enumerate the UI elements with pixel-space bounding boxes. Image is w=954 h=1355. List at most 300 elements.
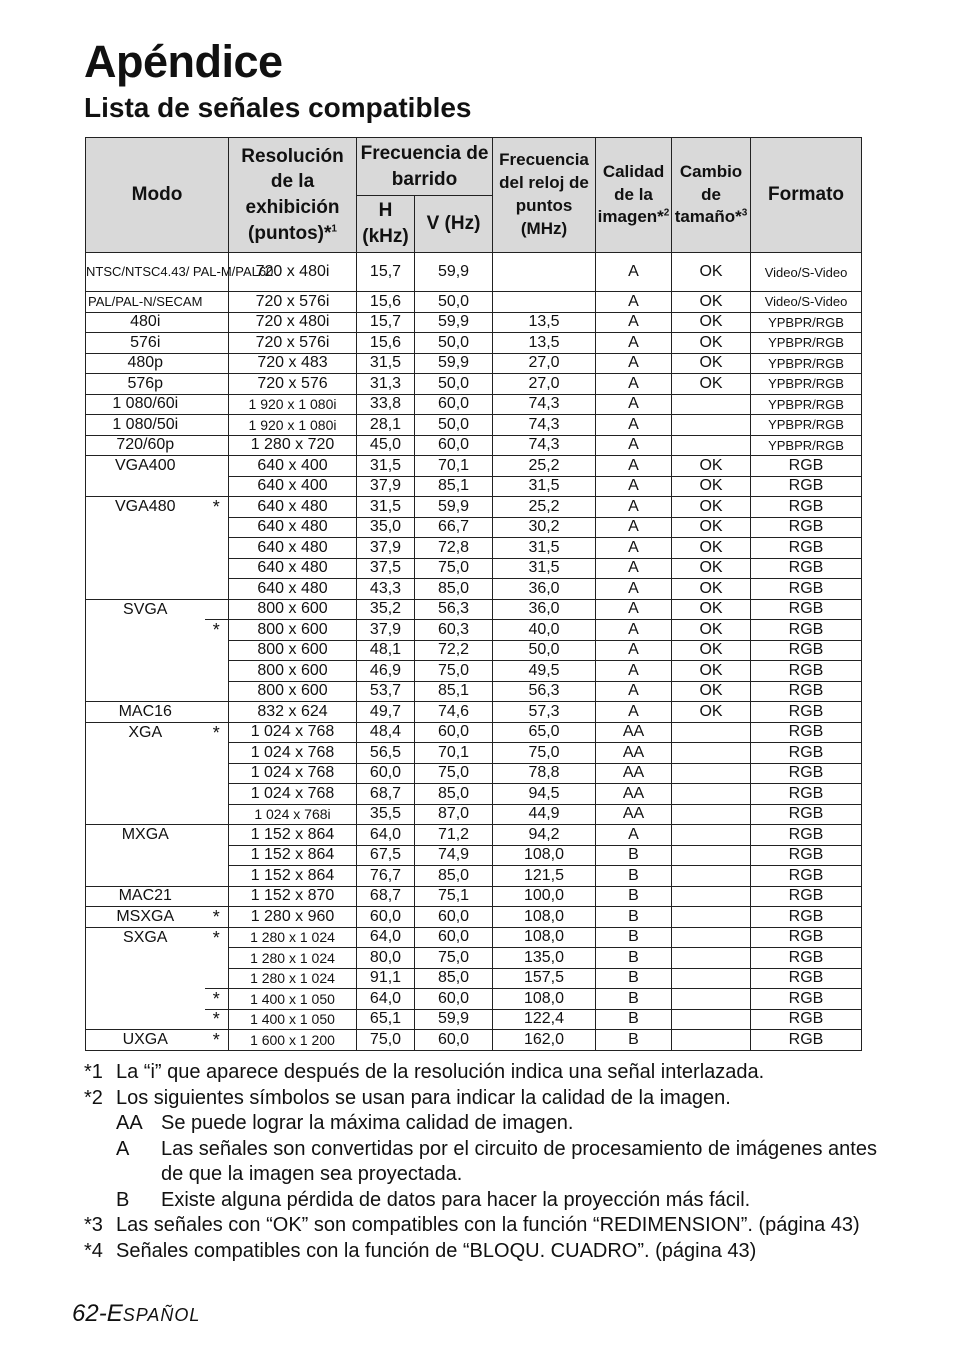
cell-fmt: RGB — [751, 743, 862, 764]
cell-star — [205, 517, 229, 538]
cell-ok: OK — [672, 681, 751, 702]
cell-ok: OK — [672, 661, 751, 682]
cell-v: 75,1 — [415, 886, 493, 907]
cell-h: 65,1 — [357, 1009, 415, 1030]
cell-star: * — [205, 1009, 229, 1030]
cell-mode: VGA400 — [86, 456, 205, 477]
cell-v: 85,0 — [415, 968, 493, 989]
cell-clk: 31,5 — [493, 538, 596, 559]
note-2-aa: AA Se puede lograr la máxima calidad de imagen. — [116, 1112, 574, 1134]
cell-h: 33,8 — [357, 394, 415, 415]
cell-q: B — [596, 927, 672, 948]
cell-ok: OK — [672, 579, 751, 600]
cell-clk: 100,0 — [493, 886, 596, 907]
cell-h: 37,9 — [357, 538, 415, 559]
cell-clk: 13,5 — [493, 312, 596, 333]
cell-clk: 135,0 — [493, 948, 596, 969]
cell-h: 49,7 — [357, 702, 415, 723]
cell-star — [205, 763, 229, 784]
cell-clk: 122,4 — [493, 1009, 596, 1030]
cell-ok: OK — [672, 538, 751, 559]
cell-v: 60,0 — [415, 435, 493, 456]
cell-fmt: RGB — [751, 722, 862, 743]
note-2-a: A Las señales son convertidas por el circuito de procesamiento de imágenes antes de que la imagen sea proyectada. — [116, 1137, 877, 1185]
table-row — [86, 866, 862, 887]
cell-res: 1 280 x 720 — [229, 435, 357, 456]
table-row — [86, 620, 862, 641]
cell-q: AA — [596, 763, 672, 784]
cell-fmt: RGB — [751, 948, 862, 969]
cell-res: 1 024 x 768 — [229, 784, 357, 805]
cell-v: 75,0 — [415, 763, 493, 784]
cell-clk: 157,5 — [493, 968, 596, 989]
cell-h: 91,1 — [357, 968, 415, 989]
cell-h: 37,9 — [357, 476, 415, 497]
cell-star: * — [205, 989, 229, 1010]
cell-fmt: RGB — [751, 989, 862, 1010]
cell-clk: 94,5 — [493, 784, 596, 805]
cell-v: 59,9 — [415, 1009, 493, 1030]
cell-h: 45,0 — [357, 435, 415, 456]
header-resolucion: Resolución de la exhibición (puntos)*$^1$ — [229, 138, 357, 253]
cell-ok — [672, 948, 751, 969]
cell-q: A — [596, 517, 672, 538]
cell-fmt: RGB — [751, 620, 862, 641]
page-title: Apéndice — [84, 36, 283, 87]
cell-h: 31,5 — [357, 497, 415, 518]
cell-mode — [86, 784, 205, 805]
cell-q: A — [596, 312, 672, 333]
cell-star: * — [205, 907, 229, 928]
cell-res: 1 920 x 1 080i — [229, 415, 357, 436]
cell-q: A — [596, 292, 672, 313]
cell-clk: 108,0 — [493, 927, 596, 948]
cell-q: B — [596, 886, 672, 907]
table-row — [86, 558, 862, 579]
cell-star: * — [205, 722, 229, 743]
cell-mode — [86, 763, 205, 784]
signal-table-body — [86, 253, 862, 1051]
cell-h: 37,9 — [357, 620, 415, 641]
cell-mode: SVGA — [86, 599, 205, 620]
header-v: V (Hz) — [415, 196, 493, 253]
cell-clk: 25,2 — [493, 456, 596, 477]
table-row — [86, 1030, 862, 1051]
cell-mode — [86, 579, 205, 600]
cell-res: 1 920 x 1 080i — [229, 394, 357, 415]
cell-mode: VGA480 — [86, 497, 205, 518]
cell-q: AA — [596, 743, 672, 764]
cell-star — [205, 353, 229, 374]
footnotes — [84, 1060, 884, 1264]
cell-clk: 65,0 — [493, 722, 596, 743]
cell-star — [205, 825, 229, 846]
cell-clk: 74,3 — [493, 435, 596, 456]
cell-res: 640 x 480 — [229, 497, 357, 518]
cell-ok: OK — [672, 620, 751, 641]
cell-q: A — [596, 661, 672, 682]
cell-star — [205, 456, 229, 477]
cell-mode: 720/60p — [86, 435, 205, 456]
cell-v: 60,0 — [415, 927, 493, 948]
cell-mode: MXGA — [86, 825, 205, 846]
cell-fmt: RGB — [751, 845, 862, 866]
cell-v: 75,0 — [415, 948, 493, 969]
cell-q: A — [596, 476, 672, 497]
cell-v: 85,0 — [415, 784, 493, 805]
cell-q: AA — [596, 784, 672, 805]
cell-fmt: RGB — [751, 1009, 862, 1030]
cell-q: A — [596, 415, 672, 436]
cell-fmt: Video/S-Video — [751, 253, 862, 292]
cell-v: 60,3 — [415, 620, 493, 641]
cell-fmt: RGB — [751, 886, 862, 907]
cell-h: 43,3 — [357, 579, 415, 600]
cell-q: B — [596, 948, 672, 969]
cell-q: A — [596, 374, 672, 395]
cell-res: 720 x 576i — [229, 333, 357, 354]
cell-star — [205, 374, 229, 395]
cell-q: A — [596, 681, 672, 702]
cell-mode: SXGA — [86, 927, 205, 948]
cell-star — [205, 661, 229, 682]
table-row — [86, 681, 862, 702]
cell-clk: 56,3 — [493, 681, 596, 702]
table-row — [86, 1009, 862, 1030]
header-cambio: Cambio de tamaño*$^3$ — [672, 138, 751, 253]
cell-star — [205, 948, 229, 969]
cell-clk: 74,3 — [493, 394, 596, 415]
cell-v: 87,0 — [415, 804, 493, 825]
cell-v: 71,2 — [415, 825, 493, 846]
cell-v: 85,1 — [415, 681, 493, 702]
cell-v: 50,0 — [415, 374, 493, 395]
cell-ok — [672, 394, 751, 415]
cell-fmt: YPBPR/RGB — [751, 435, 862, 456]
cell-ok — [672, 784, 751, 805]
cell-star — [205, 538, 229, 559]
cell-q: A — [596, 702, 672, 723]
cell-clk: 27,0 — [493, 374, 596, 395]
cell-star — [205, 415, 229, 436]
note-3: *3 Las señales con “OK” son compatibles con la función “REDIMENSION”. (página 43) — [84, 1214, 860, 1236]
cell-fmt: RGB — [751, 558, 862, 579]
cell-v: 72,8 — [415, 538, 493, 559]
cell-fmt: RGB — [751, 497, 862, 518]
cell-fmt: YPBPR/RGB — [751, 353, 862, 374]
cell-clk: 27,0 — [493, 353, 596, 374]
table-row — [86, 804, 862, 825]
table-row — [86, 333, 862, 354]
cell-star — [205, 579, 229, 600]
cell-res: 720 x 480i — [229, 312, 357, 333]
cell-mode — [86, 1009, 205, 1030]
cell-h: 31,5 — [357, 456, 415, 477]
cell-h: 64,0 — [357, 989, 415, 1010]
table-row — [86, 415, 862, 436]
table-row — [86, 845, 862, 866]
cell-star — [205, 743, 229, 764]
cell-ok — [672, 886, 751, 907]
cell-star — [205, 312, 229, 333]
cell-star — [205, 681, 229, 702]
cell-v: 59,9 — [415, 497, 493, 518]
table-row — [86, 435, 862, 456]
cell-v: 70,1 — [415, 743, 493, 764]
cell-h: 48,4 — [357, 722, 415, 743]
cell-ok: OK — [672, 292, 751, 313]
cell-ok — [672, 804, 751, 825]
cell-res: 1 024 x 768i — [229, 804, 357, 825]
cell-h: 68,7 — [357, 784, 415, 805]
cell-mode: UXGA — [86, 1030, 205, 1051]
cell-ok: OK — [672, 456, 751, 477]
cell-v: 60,0 — [415, 907, 493, 928]
cell-res: 800 x 600 — [229, 661, 357, 682]
cell-q: A — [596, 620, 672, 641]
cell-h: 35,0 — [357, 517, 415, 538]
table-row — [86, 784, 862, 805]
cell-ok: OK — [672, 353, 751, 374]
cell-ok: OK — [672, 497, 751, 518]
table-row — [86, 825, 862, 846]
cell-h: 64,0 — [357, 825, 415, 846]
note-4: *4 Señales compatibles con la función de “BLOQU. CUADRO”. (página 43) — [84, 1239, 757, 1262]
cell-clk: 31,5 — [493, 558, 596, 579]
cell-v: 74,9 — [415, 845, 493, 866]
cell-ok — [672, 1030, 751, 1051]
cell-fmt: RGB — [751, 866, 862, 887]
cell-ok — [672, 907, 751, 928]
table-row — [86, 599, 862, 620]
cell-clk: 57,3 — [493, 702, 596, 723]
cell-h: 28,1 — [357, 415, 415, 436]
cell-clk: 31,5 — [493, 476, 596, 497]
cell-fmt: RGB — [751, 825, 862, 846]
cell-mode — [86, 948, 205, 969]
cell-ok — [672, 825, 751, 846]
cell-q: A — [596, 579, 672, 600]
cell-star — [205, 292, 229, 313]
cell-h: 15,6 — [357, 292, 415, 313]
cell-res: 1 280 x 1 024 — [229, 927, 357, 948]
table-row — [86, 907, 862, 928]
cell-v: 70,1 — [415, 456, 493, 477]
cell-mode: MAC21 — [86, 886, 205, 907]
cell-fmt: RGB — [751, 1030, 862, 1051]
cell-v: 66,7 — [415, 517, 493, 538]
cell-res: 800 x 600 — [229, 640, 357, 661]
cell-mode: MSXGA — [86, 907, 205, 928]
cell-v: 50,0 — [415, 333, 493, 354]
cell-res: 720 x 483 — [229, 353, 357, 374]
cell-mode — [86, 866, 205, 887]
cell-mode — [86, 804, 205, 825]
cell-clk: 49,5 — [493, 661, 596, 682]
cell-star: * — [205, 927, 229, 948]
cell-fmt: RGB — [751, 968, 862, 989]
cell-ok — [672, 722, 751, 743]
cell-clk: 74,3 — [493, 415, 596, 436]
cell-star: * — [205, 497, 229, 518]
cell-star: * — [205, 620, 229, 641]
cell-res: 1 152 x 864 — [229, 825, 357, 846]
cell-v: 75,0 — [415, 661, 493, 682]
cell-ok: OK — [672, 374, 751, 395]
cell-h: 35,2 — [357, 599, 415, 620]
cell-h: 75,0 — [357, 1030, 415, 1051]
cell-fmt: YPBPR/RGB — [751, 394, 862, 415]
table-row — [86, 968, 862, 989]
cell-fmt: RGB — [751, 579, 862, 600]
cell-star — [205, 599, 229, 620]
cell-h: 53,7 — [357, 681, 415, 702]
cell-v: 50,0 — [415, 415, 493, 436]
cell-q: A — [596, 825, 672, 846]
table-row — [86, 886, 862, 907]
cell-h: 76,7 — [357, 866, 415, 887]
cell-mode — [86, 845, 205, 866]
table-row — [86, 497, 862, 518]
cell-res: 640 x 400 — [229, 476, 357, 497]
table-row — [86, 253, 862, 292]
cell-star — [205, 702, 229, 723]
cell-mode — [86, 558, 205, 579]
cell-q: A — [596, 253, 672, 292]
cell-q: B — [596, 1009, 672, 1030]
cell-q: AA — [596, 722, 672, 743]
table-row — [86, 661, 862, 682]
cell-v: 60,0 — [415, 722, 493, 743]
cell-clk: 78,8 — [493, 763, 596, 784]
cell-ok: OK — [672, 333, 751, 354]
cell-v: 60,0 — [415, 989, 493, 1010]
table-row — [86, 292, 862, 313]
cell-v: 85,0 — [415, 579, 493, 600]
cell-h: 15,6 — [357, 333, 415, 354]
cell-res: 800 x 600 — [229, 620, 357, 641]
cell-clk: 30,2 — [493, 517, 596, 538]
cell-h: 46,9 — [357, 661, 415, 682]
cell-mode — [86, 661, 205, 682]
cell-q: A — [596, 435, 672, 456]
cell-ok — [672, 743, 751, 764]
cell-clk — [493, 253, 596, 292]
table-row — [86, 312, 862, 333]
cell-mode: 480i — [86, 312, 205, 333]
table-row — [86, 927, 862, 948]
table-row — [86, 702, 862, 723]
cell-ok: OK — [672, 702, 751, 723]
cell-res: 1 280 x 960 — [229, 907, 357, 928]
cell-ok: OK — [672, 558, 751, 579]
cell-clk: 13,5 — [493, 333, 596, 354]
cell-h: 31,5 — [357, 353, 415, 374]
cell-fmt: YPBPR/RGB — [751, 415, 862, 436]
cell-q: A — [596, 333, 672, 354]
cell-res: 1 024 x 768 — [229, 722, 357, 743]
cell-mode — [86, 476, 205, 497]
page-number: 62-ESPAÑOL — [72, 1300, 201, 1327]
cell-star — [205, 845, 229, 866]
cell-res: 832 x 624 — [229, 702, 357, 723]
cell-h: 15,7 — [357, 312, 415, 333]
cell-mode — [86, 968, 205, 989]
cell-v: 59,9 — [415, 353, 493, 374]
cell-fmt: RGB — [751, 476, 862, 497]
cell-mode: MAC16 — [86, 702, 205, 723]
cell-mode: 576p — [86, 374, 205, 395]
cell-fmt: Video/S-Video — [751, 292, 862, 313]
cell-res: 640 x 400 — [229, 456, 357, 477]
cell-ok — [672, 866, 751, 887]
cell-res: 640 x 480 — [229, 517, 357, 538]
cell-q: AA — [596, 804, 672, 825]
cell-q: B — [596, 845, 672, 866]
cell-ok: OK — [672, 312, 751, 333]
cell-ok: OK — [672, 640, 751, 661]
cell-res: 1 152 x 864 — [229, 845, 357, 866]
cell-q: A — [596, 394, 672, 415]
cell-clk: 36,0 — [493, 579, 596, 600]
signal-table — [85, 137, 862, 1051]
cell-h: 48,1 — [357, 640, 415, 661]
cell-res: 1 280 x 1 024 — [229, 968, 357, 989]
header-calidad: Calidad de la imagen*$^2$ — [596, 138, 672, 253]
cell-h: 56,5 — [357, 743, 415, 764]
cell-clk: 162,0 — [493, 1030, 596, 1051]
cell-q: B — [596, 1030, 672, 1051]
cell-v: 59,9 — [415, 253, 493, 292]
table-row — [86, 763, 862, 784]
cell-ok — [672, 1009, 751, 1030]
cell-v: 50,0 — [415, 292, 493, 313]
cell-ok: OK — [672, 253, 751, 292]
cell-mode: 576i — [86, 333, 205, 354]
table-row — [86, 517, 862, 538]
cell-star — [205, 968, 229, 989]
cell-fmt: RGB — [751, 538, 862, 559]
section-title: Lista de señales compatibles — [84, 92, 472, 123]
cell-mode: 480p — [86, 353, 205, 374]
cell-h: 64,0 — [357, 927, 415, 948]
cell-res: 1 600 x 1 200 — [229, 1030, 357, 1051]
cell-res: 1 024 x 768 — [229, 763, 357, 784]
cell-q: A — [596, 640, 672, 661]
cell-ok: OK — [672, 517, 751, 538]
cell-h: 15,7 — [357, 253, 415, 292]
cell-ok — [672, 989, 751, 1010]
cell-h: 68,7 — [357, 886, 415, 907]
cell-res: 720 x 576 — [229, 374, 357, 395]
header-reloj: Frecuencia del reloj de puntos (MHz) — [493, 138, 596, 253]
cell-star — [205, 558, 229, 579]
cell-star — [205, 333, 229, 354]
cell-res: 1 152 x 870 — [229, 886, 357, 907]
cell-clk — [493, 292, 596, 313]
cell-ok — [672, 763, 751, 784]
cell-res: 800 x 600 — [229, 681, 357, 702]
cell-star: * — [205, 1030, 229, 1051]
table-row — [86, 456, 862, 477]
cell-q: A — [596, 558, 672, 579]
cell-res: 1 400 x 1 050 — [229, 989, 357, 1010]
note-2-b: B Existe alguna pérdida de datos para hacer la proyección más fácil. — [116, 1188, 751, 1211]
cell-h: 60,0 — [357, 763, 415, 784]
cell-star — [205, 886, 229, 907]
cell-star — [205, 435, 229, 456]
cell-fmt: RGB — [751, 804, 862, 825]
